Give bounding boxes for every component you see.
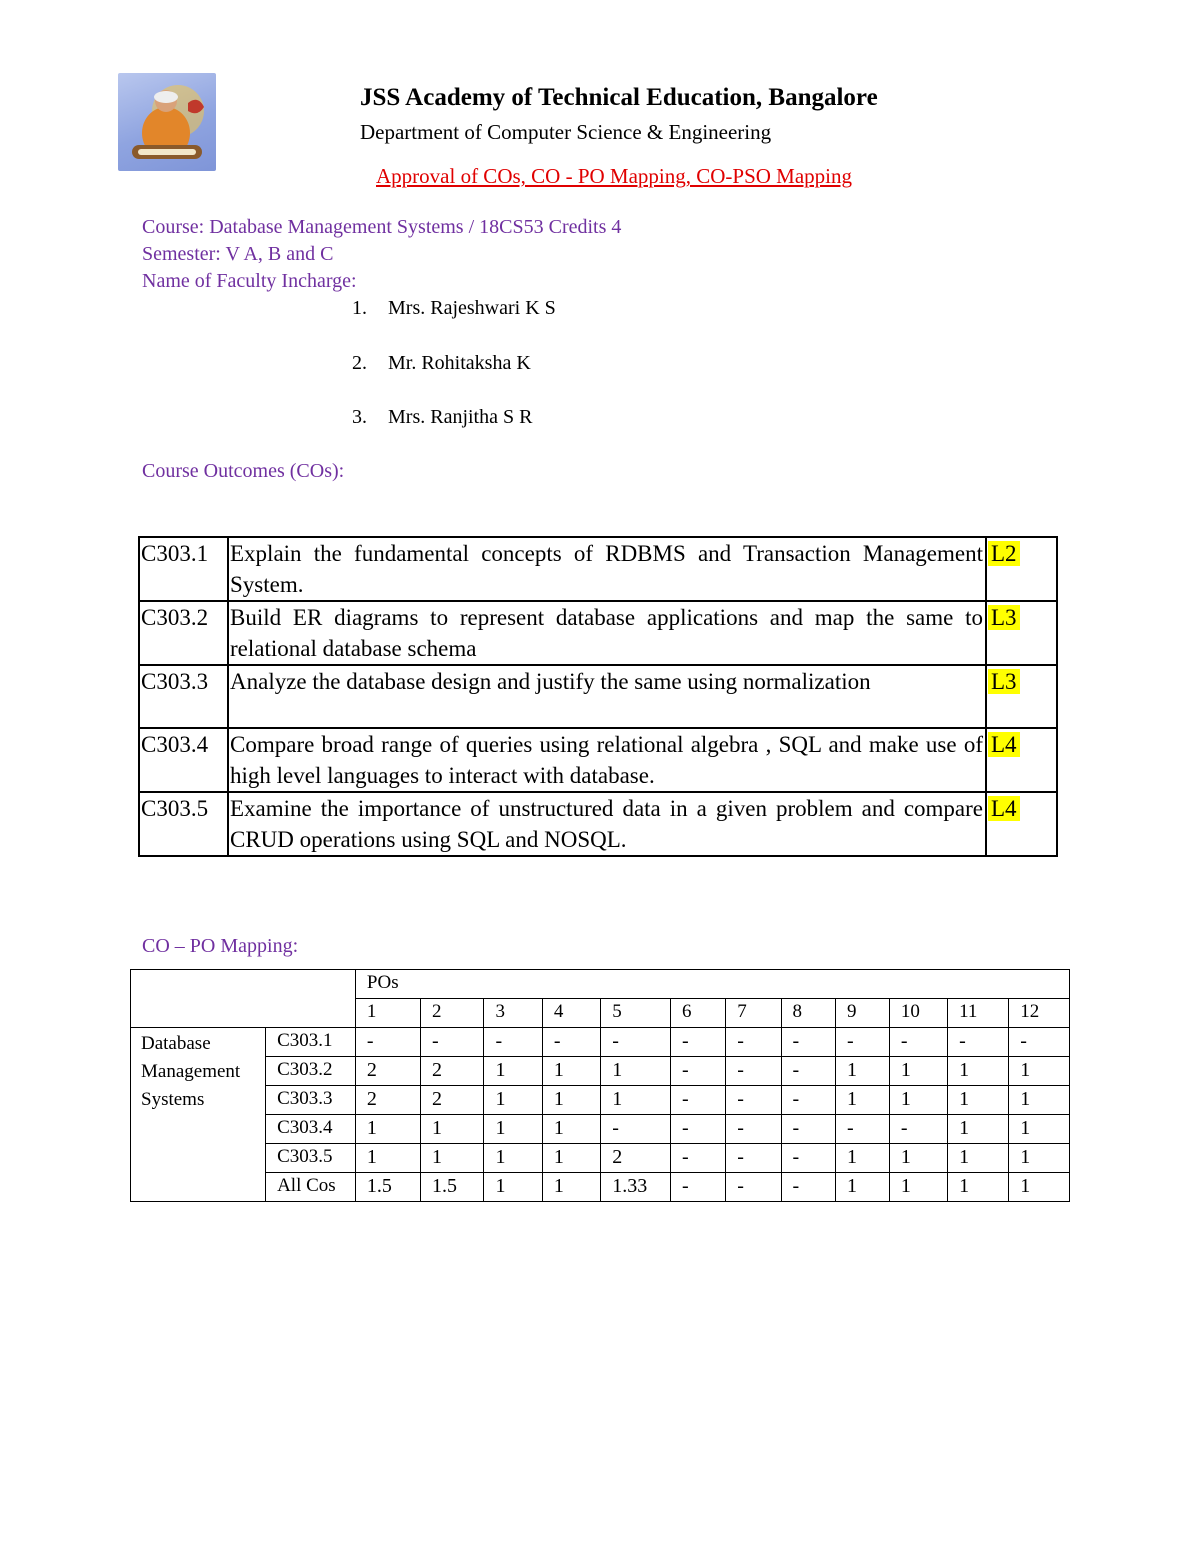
- po-number-header: 10: [889, 999, 947, 1028]
- mapping-value-cell: 1: [420, 1144, 484, 1173]
- faculty-item: [352, 406, 532, 429]
- mapping-value-cell: -: [781, 1057, 835, 1086]
- po-number-header: 3: [484, 999, 542, 1028]
- table-row: [139, 601, 1057, 665]
- mapping-value-cell: 1: [542, 1086, 600, 1115]
- co-level-cell: [986, 792, 1057, 856]
- mapping-value-cell: 1: [484, 1173, 542, 1202]
- co-label-cell: C303.2: [266, 1057, 356, 1086]
- mapping-value-cell: 2: [355, 1086, 420, 1115]
- mapping-value-cell: -: [889, 1028, 947, 1057]
- mapping-value-cell: -: [726, 1086, 781, 1115]
- mapping-value-cell: -: [601, 1115, 671, 1144]
- mapping-value-cell: -: [542, 1028, 600, 1057]
- mapping-value-cell: 1: [836, 1144, 890, 1173]
- mapping-value-cell: -: [671, 1028, 726, 1057]
- po-number-header: 4: [542, 999, 600, 1028]
- blank-header-cell: [131, 970, 356, 1028]
- mapping-value-cell: 1: [836, 1057, 890, 1086]
- mapping-value-cell: -: [726, 1057, 781, 1086]
- mapping-value-cell: 1: [542, 1115, 600, 1144]
- table-row: [139, 792, 1057, 856]
- mapping-value-cell: 1: [542, 1144, 600, 1173]
- po-number-header: 8: [781, 999, 835, 1028]
- co-code: C303.2: [139, 601, 228, 665]
- mapping-value-cell: -: [889, 1115, 947, 1144]
- co-label-cell: C303.1: [266, 1028, 356, 1057]
- course-name-cell: Database Management Systems: [131, 1028, 266, 1202]
- mapping-value-cell: 1: [484, 1144, 542, 1173]
- mapping-value-cell: 1: [948, 1115, 1009, 1144]
- mapping-value-cell: 1: [948, 1173, 1009, 1202]
- mapping-value-cell: -: [671, 1086, 726, 1115]
- table-row: [131, 1028, 1070, 1057]
- po-number-header: 12: [1009, 999, 1070, 1028]
- faculty-label: Name of Faculty Incharge:: [142, 270, 357, 292]
- co-label-cell: All Cos: [266, 1173, 356, 1202]
- mapping-value-cell: -: [836, 1115, 890, 1144]
- mapping-value-cell: 1: [948, 1144, 1009, 1173]
- mapping-value-cell: 1: [484, 1115, 542, 1144]
- mapping-value-cell: 1: [1009, 1057, 1070, 1086]
- co-po-mapping-heading: CO – PO Mapping:: [142, 935, 299, 957]
- mapping-value-cell: -: [781, 1173, 835, 1202]
- course-outcomes-table: [138, 536, 1058, 857]
- mapping-value-cell: 2: [355, 1057, 420, 1086]
- faculty-number: 1.: [352, 297, 367, 319]
- co-label-cell: C303.3: [266, 1086, 356, 1115]
- table-row: [131, 1173, 1070, 1202]
- mapping-value-cell: 1: [889, 1057, 947, 1086]
- mapping-value-cell: -: [726, 1028, 781, 1057]
- course-line: Course: Database Management Systems / 18CS53 Credits 4: [142, 216, 622, 238]
- mapping-value-cell: -: [484, 1028, 542, 1057]
- mapping-value-cell: 2: [420, 1057, 484, 1086]
- pos-header: POs: [355, 970, 1069, 999]
- mapping-value-cell: 1: [1009, 1173, 1070, 1202]
- po-number-header: 2: [420, 999, 484, 1028]
- mapping-value-cell: 1: [355, 1115, 420, 1144]
- mapping-value-cell: 1.5: [355, 1173, 420, 1202]
- co-level: L4: [988, 732, 1020, 757]
- mapping-value-cell: 1: [355, 1144, 420, 1173]
- mapping-value-cell: -: [781, 1028, 835, 1057]
- mapping-value-cell: 1: [542, 1057, 600, 1086]
- mapping-value-cell: 1: [836, 1086, 890, 1115]
- mapping-value-cell: -: [671, 1144, 726, 1173]
- co-level: L3: [988, 669, 1020, 694]
- co-level-cell: [986, 728, 1057, 792]
- mapping-value-cell: -: [601, 1028, 671, 1057]
- mapping-value-cell: 1: [889, 1144, 947, 1173]
- table-row: [139, 665, 1057, 728]
- po-number-header: 9: [836, 999, 890, 1028]
- mapping-value-cell: -: [781, 1144, 835, 1173]
- table-row: [131, 1115, 1070, 1144]
- co-level-cell: [986, 665, 1057, 728]
- mapping-value-cell: -: [671, 1115, 726, 1144]
- po-number-header: 5: [601, 999, 671, 1028]
- mapping-value-cell: 1: [889, 1086, 947, 1115]
- mapping-value-cell: -: [781, 1115, 835, 1144]
- po-number-header: 11: [948, 999, 1009, 1028]
- mapping-value-cell: 1: [948, 1057, 1009, 1086]
- faculty-item: [352, 352, 531, 375]
- mapping-value-cell: -: [726, 1173, 781, 1202]
- co-level: L3: [988, 605, 1020, 630]
- co-code: C303.4: [139, 728, 228, 792]
- mapping-value-cell: -: [420, 1028, 484, 1057]
- mapping-value-cell: 1: [1009, 1115, 1070, 1144]
- course-outcomes-heading: Course Outcomes (COs):: [142, 460, 345, 482]
- semester-line: Semester: V A, B and C: [142, 243, 334, 265]
- mapping-value-cell: -: [355, 1028, 420, 1057]
- co-level-cell: [986, 537, 1057, 601]
- mapping-value-cell: 1: [420, 1115, 484, 1144]
- co-description: Build ER diagrams to represent database applications and map the same to relational database schema: [228, 601, 986, 665]
- mapping-value-cell: 1: [889, 1173, 947, 1202]
- mapping-value-cell: -: [726, 1144, 781, 1173]
- faculty-name: Mr. Rohitaksha K: [388, 352, 531, 374]
- mapping-value-cell: -: [948, 1028, 1009, 1057]
- co-description: Compare broad range of queries using relational algebra , SQL and make use of high level languages to interact with database.: [228, 728, 986, 792]
- co-label-cell: C303.5: [266, 1144, 356, 1173]
- po-number-header: 1: [355, 999, 420, 1028]
- mapping-value-cell: 1.5: [420, 1173, 484, 1202]
- faculty-number: 3.: [352, 406, 367, 428]
- mapping-value-cell: 1: [1009, 1144, 1070, 1173]
- mapping-value-cell: 1.33: [601, 1173, 671, 1202]
- table-row: [131, 970, 1070, 999]
- co-code: C303.1: [139, 537, 228, 601]
- co-code: C303.5: [139, 792, 228, 856]
- approval-title: Approval of COs, CO - PO Mapping, CO-PSO Mapping: [376, 164, 853, 188]
- mapping-value-cell: 2: [601, 1144, 671, 1173]
- co-level: L4: [988, 796, 1020, 821]
- table-row: [131, 1144, 1070, 1173]
- college-logo: [118, 73, 216, 171]
- co-label-cell: C303.4: [266, 1115, 356, 1144]
- mapping-value-cell: 1: [601, 1086, 671, 1115]
- mapping-value-cell: 2: [420, 1086, 484, 1115]
- co-level-cell: [986, 601, 1057, 665]
- mapping-value-cell: 1: [1009, 1086, 1070, 1115]
- table-row: [139, 728, 1057, 792]
- co-code: C303.3: [139, 665, 228, 728]
- co-description: Analyze the database design and justify the same using normalization: [228, 665, 986, 728]
- mapping-value-cell: 1: [542, 1173, 600, 1202]
- po-number-header: 7: [726, 999, 781, 1028]
- institute-name: JSS Academy of Technical Education, Bangalore: [360, 84, 878, 111]
- po-number-header: 6: [671, 999, 726, 1028]
- co-level: L2: [988, 541, 1020, 566]
- mapping-value-cell: -: [836, 1028, 890, 1057]
- co-po-mapping-table: [130, 969, 1070, 1202]
- mapping-value-cell: -: [726, 1115, 781, 1144]
- faculty-item: [352, 297, 556, 320]
- mapping-value-cell: 1: [601, 1057, 671, 1086]
- mapping-value-cell: 1: [836, 1173, 890, 1202]
- mapping-value-cell: 1: [484, 1086, 542, 1115]
- mapping-value-cell: -: [671, 1173, 726, 1202]
- faculty-number: 2.: [352, 352, 367, 374]
- mapping-value-cell: 1: [948, 1086, 1009, 1115]
- faculty-name: Mrs. Ranjitha S R: [388, 406, 533, 428]
- table-row: [131, 1057, 1070, 1086]
- department-name: Department of Computer Science & Engineering: [360, 120, 772, 144]
- co-description: Examine the importance of unstructured data in a given problem and compare CRUD operations using SQL and NOSQL.: [228, 792, 986, 856]
- mapping-value-cell: 1: [484, 1057, 542, 1086]
- mapping-value-cell: -: [1009, 1028, 1070, 1057]
- table-row: [139, 537, 1057, 601]
- mapping-value-cell: -: [781, 1086, 835, 1115]
- table-row: [131, 1086, 1070, 1115]
- faculty-name: Mrs. Rajeshwari K S: [388, 297, 556, 319]
- mapping-value-cell: -: [671, 1057, 726, 1086]
- co-description: Explain the fundamental concepts of RDBMS and Transaction Management System.: [228, 537, 986, 601]
